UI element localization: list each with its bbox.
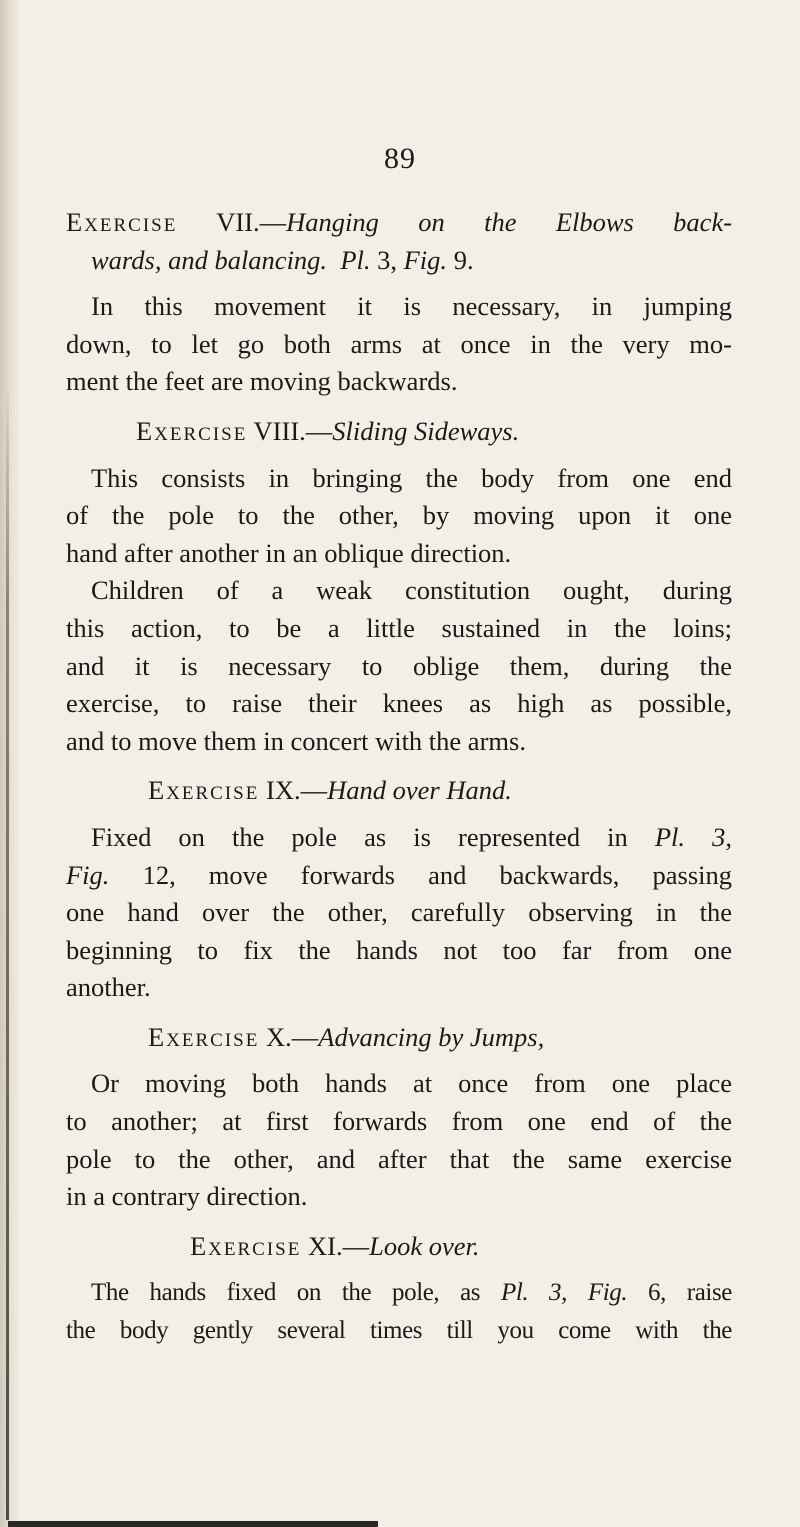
exercise-numeral: VIII. bbox=[253, 415, 306, 446]
exercise-numeral: IX. bbox=[266, 775, 301, 806]
paragraph-line: Fig. 12, move forwards and backwards, passing bbox=[66, 859, 733, 890]
exercise-numeral: X. bbox=[266, 1021, 292, 1052]
paragraph-line: exercise, to raise their knees as high as possible, bbox=[66, 688, 732, 719]
exercise-8-heading: Exercise VIII.—Sliding Sideways. bbox=[136, 415, 520, 446]
exercise-10-title: Advancing by Jumps, bbox=[318, 1021, 545, 1052]
plate-ref: Pl. bbox=[340, 244, 371, 275]
paragraph-line: down, to let go both arms at once in the very mo- bbox=[66, 328, 732, 359]
paragraph-line: one hand over the other, carefully observing in the bbox=[66, 897, 732, 928]
paragraph-line: to another; at first forwards from one end of the bbox=[66, 1106, 732, 1137]
figure-ref: Fig. bbox=[403, 244, 448, 275]
exercise-9-title: Hand over Hand. bbox=[327, 775, 512, 806]
paragraph-line: hand after another in an oblique direction. bbox=[66, 537, 512, 568]
paragraph-line: In this movement it is necessary, in jumping bbox=[91, 291, 732, 322]
paragraph-line: this action, to be a little sustained in the loins; bbox=[66, 612, 732, 643]
exercise-11-heading: Exercise XI.—Look over. bbox=[190, 1230, 480, 1261]
paragraph-line: of the pole to the other, by moving upon it one bbox=[66, 500, 732, 531]
exercise-10-heading: Exercise X.—Advancing by Jumps, bbox=[148, 1021, 545, 1052]
binding-edge-line bbox=[6, 380, 9, 1520]
exercise-7-heading-line-1: Exercise VII.—Hanging on the Elbows back- bbox=[66, 207, 733, 237]
paragraph-line: the body gently several times till you come with the bbox=[66, 1317, 732, 1345]
paragraph-line: in a contrary direction. bbox=[66, 1181, 308, 1212]
paragraph-line: and it is necessary to oblige them, during the bbox=[66, 650, 732, 681]
plate-ref: Pl. 3, bbox=[500, 1279, 567, 1307]
exercise-9-heading: Exercise IX.—Hand over Hand. bbox=[148, 775, 512, 806]
exercise-label: Exercise bbox=[148, 775, 260, 806]
paragraph-line: This consists in bringing the body from one end bbox=[91, 462, 732, 493]
paragraph-line: pole to the other, and after that the same exercise bbox=[66, 1143, 732, 1174]
exercise-8-title: Sliding Sideways. bbox=[332, 415, 520, 446]
plate-ref: Pl. 3, bbox=[654, 821, 732, 852]
exercise-7-heading-line-2: wards, and balancing. Pl. 3, Fig. 9. bbox=[91, 244, 474, 275]
exercise-label: Exercise bbox=[190, 1230, 302, 1261]
paragraph-line: Fixed on the pole as is represented in Pl. 3, bbox=[91, 821, 732, 852]
paragraph-line: and to move them in concert with the arms. bbox=[66, 725, 526, 756]
bottom-edge-rule bbox=[8, 1521, 378, 1527]
exercise-label: Exercise bbox=[66, 207, 178, 237]
paragraph-line: another. bbox=[66, 972, 151, 1003]
exercise-label: Exercise bbox=[136, 415, 248, 446]
paragraph-line: Or moving both hands at once from one place bbox=[91, 1068, 732, 1099]
exercise-11-title: Look over. bbox=[369, 1230, 480, 1261]
exercise-label: Exercise bbox=[148, 1021, 260, 1052]
exercise-numeral: XI. bbox=[308, 1230, 343, 1261]
paragraph-line: Children of a weak constitution ought, during bbox=[91, 575, 732, 606]
figure-ref: Fig. bbox=[66, 859, 110, 890]
exercise-7-title: Hanging bbox=[286, 207, 379, 237]
paragraph-line: ment the feet are moving backwards. bbox=[66, 366, 458, 397]
page-text bbox=[66, 204, 732, 1350]
page-number: 89 bbox=[384, 142, 416, 175]
paragraph-line: The hands fixed on the pole, as Pl. 3, Fig. 6, raise bbox=[91, 1279, 732, 1307]
exercise-numeral: VII. bbox=[216, 207, 260, 237]
page-binding-shadow bbox=[0, 0, 22, 1527]
paragraph-line: beginning to fix the hands not too far from one bbox=[66, 934, 732, 965]
figure-ref: Fig. bbox=[587, 1279, 628, 1307]
